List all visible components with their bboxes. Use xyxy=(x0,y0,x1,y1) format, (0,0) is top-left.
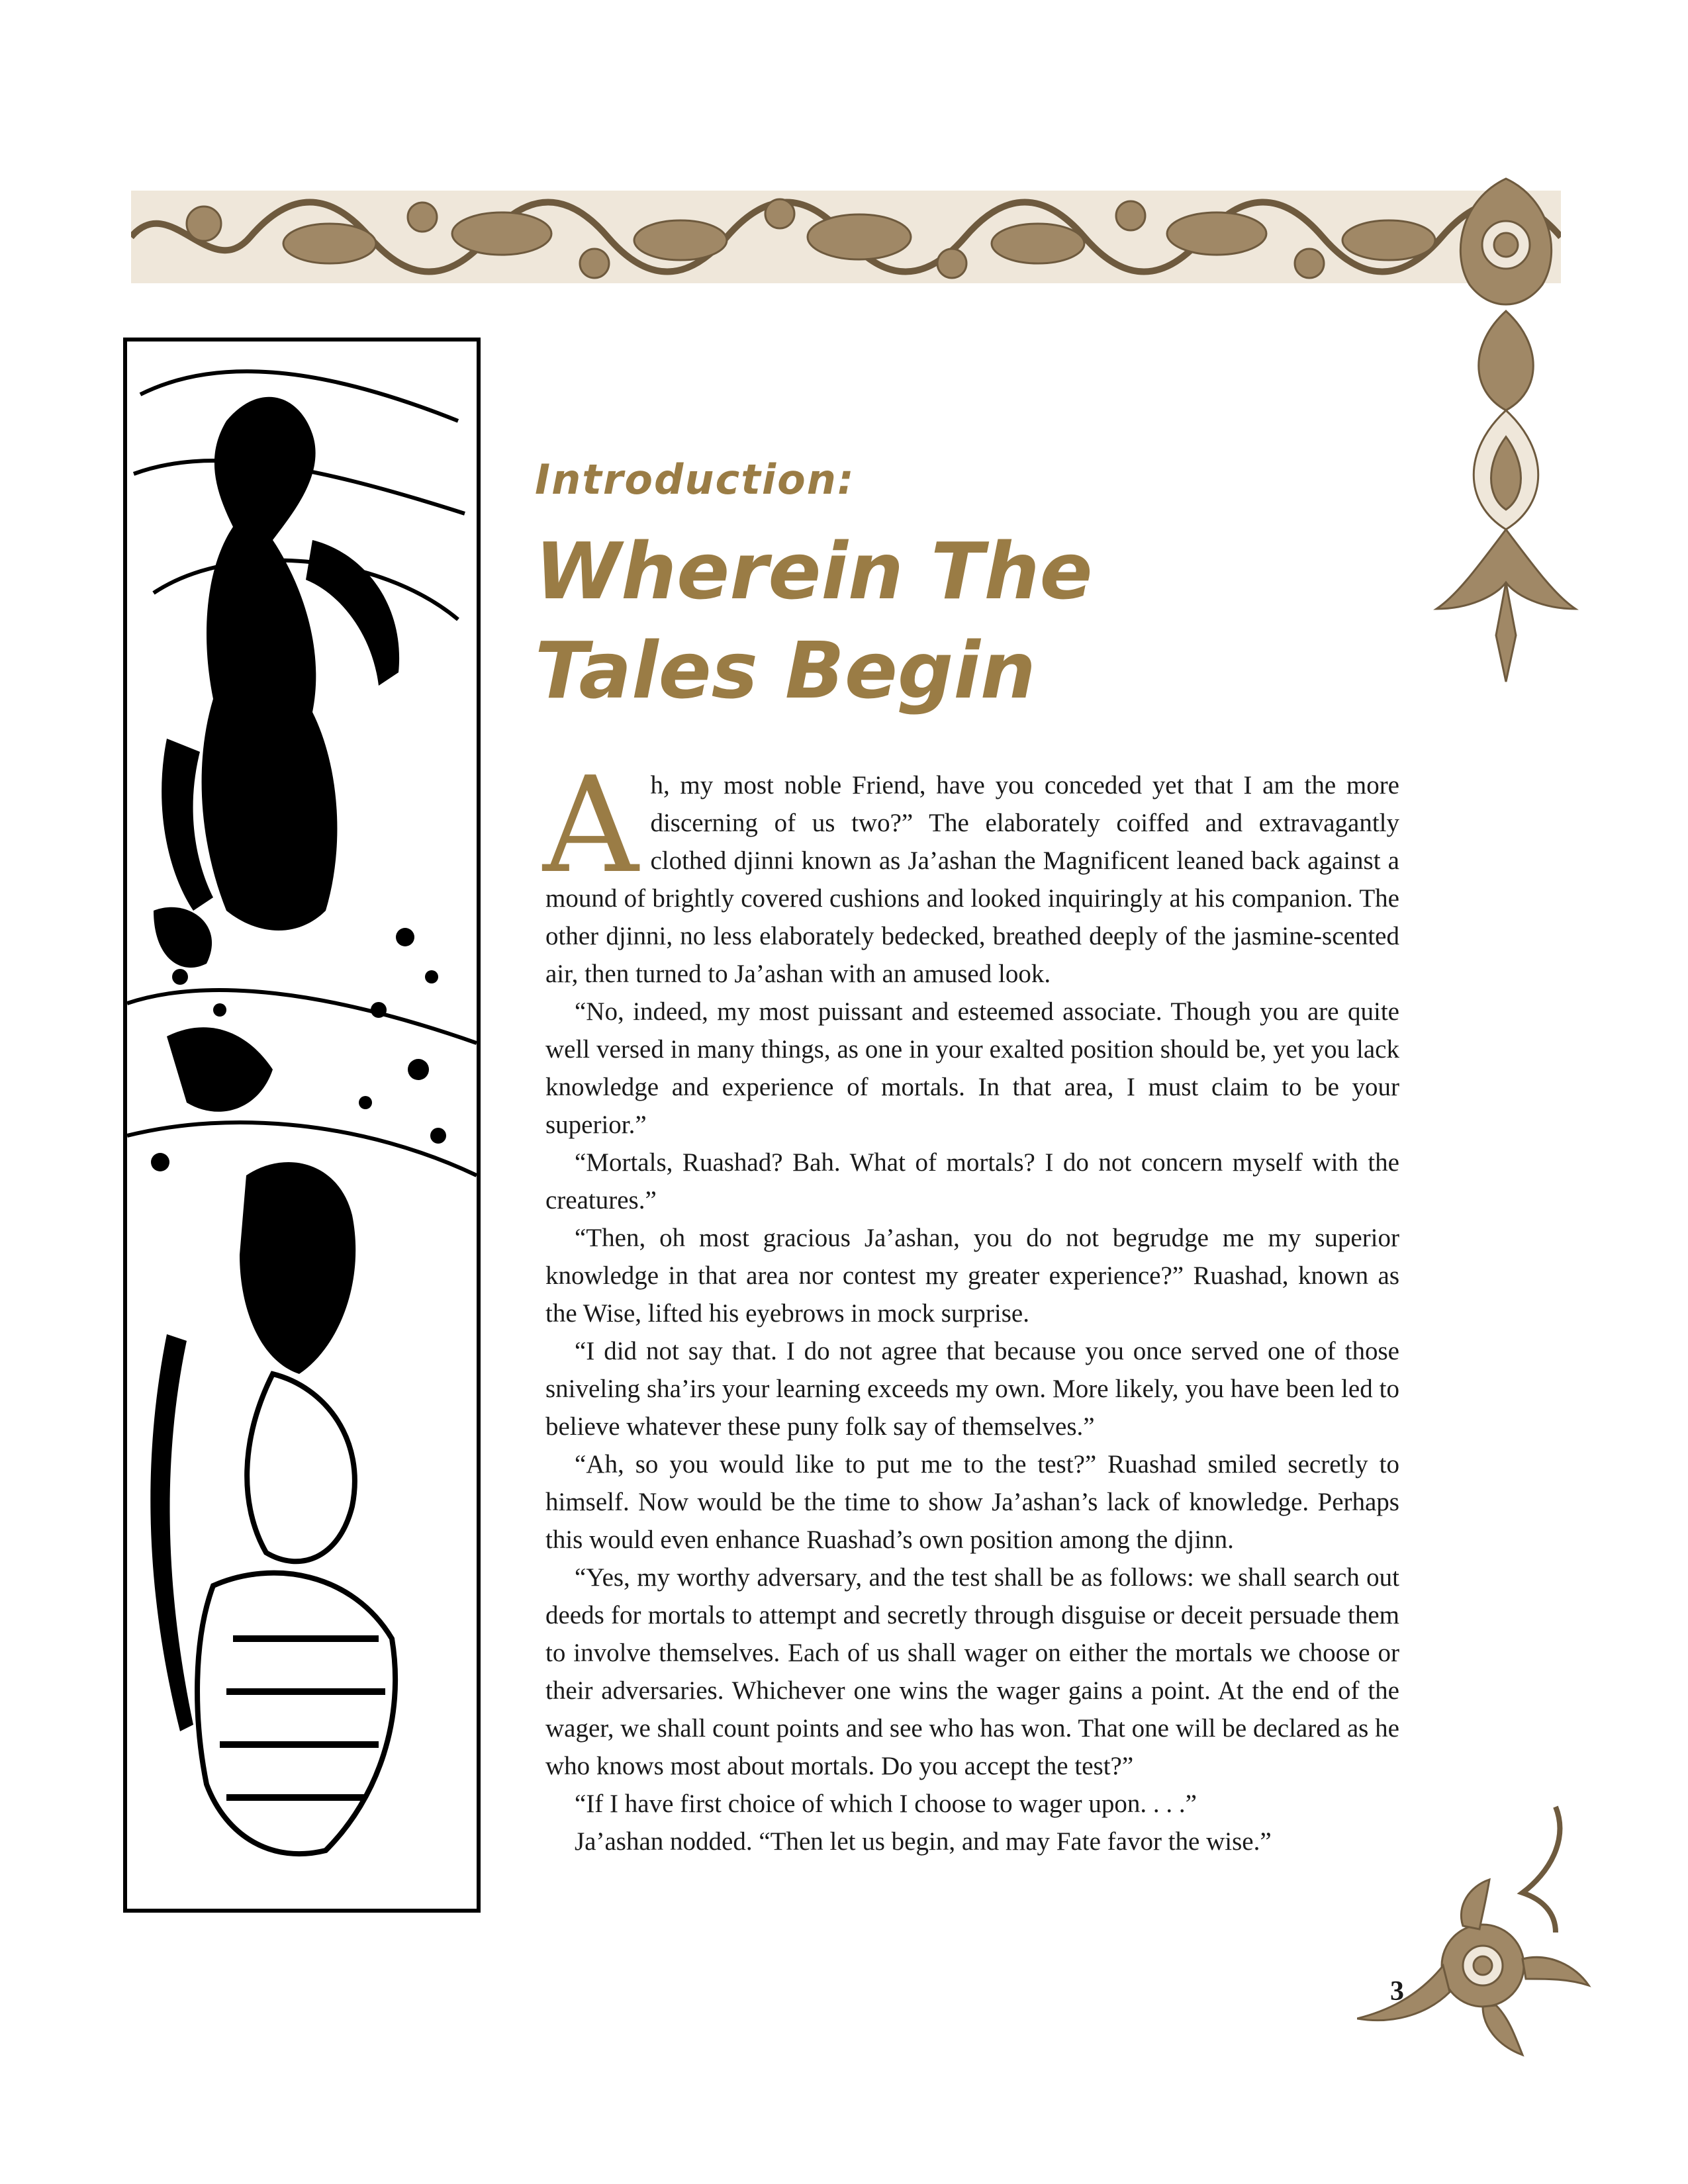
story-paragraph: “If I have first choice of which I choose to wager upon. . . .” xyxy=(575,1790,1197,1818)
story-paragraph: “Yes, my worthy adversary, and the test shall be as follows: we shall search out deeds for mortals to attempt and secretly through disguise or deceit persuade them to involve themselves. Each of us shall wager on either the mortals we choose or their adversaries. Whichever one wins the wager gains a point. At the end of the wager, we shall count points and see who has won. That one will be declared as he who knows most about mortals. Do you accept the test?” xyxy=(545,1563,1399,1780)
story-paragraph: “Then, oh most gracious Ja’ashan, you do not begrudge me my superior knowledge in that area nor contest my greater experience?” Ruashad, known as the Wise, lifted his eyebrows in mock surprise. xyxy=(545,1224,1399,1328)
chapter-title-line-2: Tales Begin xyxy=(535,625,1036,716)
story-paragraph: “I did not say that. I do not agree that because you once served one of those sniveling sha’irs your learning exceeds my own. More likely, you have been led to believe whatever these puny folk say of themselves.” xyxy=(545,1337,1399,1441)
story-paragraph: “Mortals, Ruashad? Bah. What of mortals? I do not concern myself with the creatures.” xyxy=(545,1148,1399,1214)
story-paragraph xyxy=(543,749,1399,993)
paragraph-text: h, my most noble Friend, have you conceded yet that I am the more discerning of us two?” The elaborately coiffed and extravagantly clothed djinni known as Ja’ashan the Magnificent leaned back against a mound of brightly covered cushions and looked inquiringly at his companion. The other djinni, no less elaborately bedecked, breathed deeply of the jasmine-scented air, then turned to Ja’ashan with an amused look. xyxy=(545,771,1399,988)
story-paragraph: “No, indeed, my most puissant and esteemed associate. Though you are quite well versed in many things, as one in your exalted position should be, yet you lack knowledge and experience of mortals. In that area, I must claim to be your superior.” xyxy=(545,997,1399,1139)
djinni-illustration xyxy=(123,338,481,1913)
story-paragraph: Ja’ashan nodded. “Then let us begin, and may Fate favor the wise.” xyxy=(575,1827,1272,1856)
chapter-kicker: Introduction: xyxy=(535,455,855,504)
decorative-frieze xyxy=(131,177,1561,298)
chapter-title xyxy=(535,522,1395,720)
chapter-heading xyxy=(535,457,1395,720)
side-ornament xyxy=(1423,172,1589,688)
chapter-title-line-1: Wherein The xyxy=(535,525,1093,617)
story-text xyxy=(543,749,1399,1860)
drop-cap: A xyxy=(543,749,639,903)
page-number: 3 xyxy=(1390,1976,1404,2007)
corner-ornament xyxy=(1357,1800,1595,2058)
story-paragraph: “Ah, so you would like to put me to the test?” Ruashad smiled secretly to himself. Now would be the time to show Ja’ashan’s lack of knowledge. Perhaps this would even enhance Ruashad’s own position among the djinn. xyxy=(545,1450,1399,1554)
